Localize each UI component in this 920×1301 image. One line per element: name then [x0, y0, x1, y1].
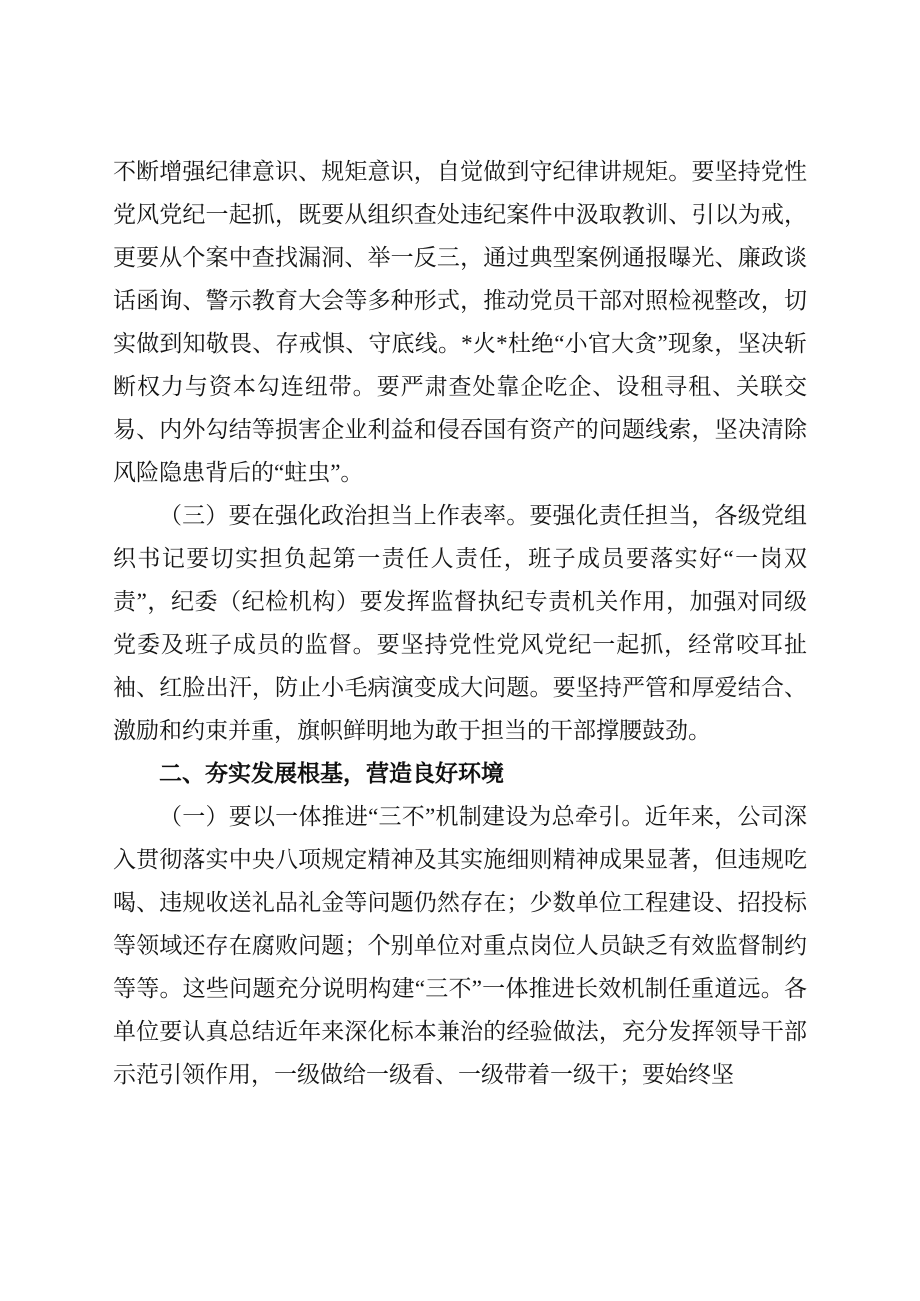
paragraph-political-responsibility: （三）要在强化政治担当上作表率。要强化责任担当，各级党组织书记要切实担负起第一责任人责任，班子成员要落实好“一岗双责”，纪委（纪检机构）要发挥监督执纪专责机关作用，加强对同级党委及班子成员的监督。要坚持党性党风党纪一起抓，经常咬耳扯袖、红脸出汗，防止小毛病演变成大问题。要坚持严管和厚爱结合、激励和约束并重，旗帜鲜明地为敢于担当的干部撑腰鼓劲。	[113, 503, 807, 743]
paragraph-three-no-mechanism: （一）要以一体推进“三不”机制建设为总牵引。近年来，公司深入贯彻落实中央八项规定精神及其实施细则精神成果显著，但违规吃喝、违规收送礼品礼金等问题仍然存在；少数单位工程建设、招投标等领域还存在腐败问题；个别单位对重点岗位人员缺乏有效监督制约等等。这些问题充分说明构建“三不”一体推进长效机制任重道远。各单位要认真总结近年来深化标本兼治的经验做法，充分发挥领导干部示范引领作用，一级做给一级看、一级带着一级干；要始终坚	[113, 804, 807, 1087]
section-heading-development-foundation: 二、夯实发展根基，营造良好环境	[159, 760, 504, 786]
paragraph-discipline-awareness: 不断增强纪律意识、规矩意识，自觉做到守纪律讲规矩。要坚持党性党风党纪一起抓，既要从组织查处违纪案件中汲取教训、引以为戒，更要从个案中查找漏洞、举一反三，通过典型案例通报曝光、廉政谈话函询、警示教育大会等多种形式，推动党员干部对照检视整改，切实做到知敬畏、存戒惧、守底线。*火*杜绝“小官大贪”现象，坚决斩断权力与资本勾连纽带。要严肃查处靠企吃企、设租寻租、关联交易、内外勾结等损害企业利益和侵吞国有资产的问题线索，坚决清除风险隐患背后的“蛀虫”。	[113, 159, 807, 485]
